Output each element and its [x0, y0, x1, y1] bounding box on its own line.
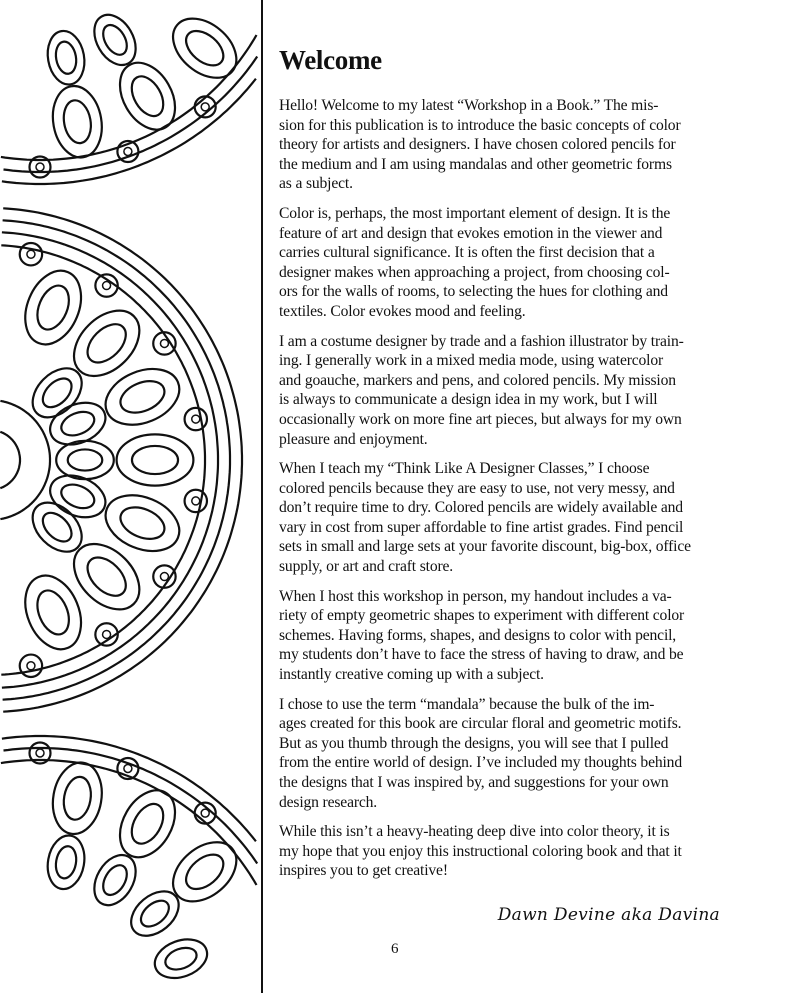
mandala-petal	[44, 28, 89, 87]
paragraph	[279, 695, 729, 813]
text-line: Hello! Welcome to my latest “Workshop in a Book.” The mis-	[279, 97, 659, 114]
text-line: as a subject.	[279, 175, 353, 193]
text-line: occasionally work on more fine art pieces, but always for my own	[279, 410, 682, 428]
paragraph	[279, 332, 729, 450]
mandala-petal	[23, 359, 91, 427]
text-line: the designs that I was inspired by, and suggestions for your own	[279, 774, 669, 791]
text-line: sets in small and large sets at your favorite discount, big-box, office	[279, 538, 691, 556]
vertical-divider	[261, 0, 263, 993]
mandala-petal	[117, 434, 194, 485]
text-line: carries cultural significance. It is often the first decision that a	[279, 244, 655, 262]
text-line: ors for the walls of rooms, to selecting the hues for clothing and	[279, 283, 668, 301]
text-line: and goauche, markers and pens, and colored pencils. My mission	[279, 371, 676, 389]
mandala-petal-inner	[31, 586, 75, 639]
mandala-dot	[201, 809, 209, 817]
text-line: riety of empty geometric shapes to experiment with different color	[279, 607, 685, 625]
mandala-dot-ring	[185, 490, 207, 512]
mandala-ring	[2, 736, 256, 841]
mandala-dot	[103, 282, 111, 290]
mandala-petal-inner	[116, 375, 169, 419]
paragraph	[279, 822, 729, 881]
text-line: But as you thumb through the designs, you will see that I pulled	[279, 734, 669, 752]
text-line: designer makes when approaching a project, from choosing col-	[279, 263, 670, 281]
mandala-dot	[27, 250, 35, 258]
mandala-petal	[61, 298, 152, 389]
mandala-dot	[160, 573, 168, 581]
signature: Dawn Devine aka Davina	[497, 905, 720, 925]
text-line: Color is, perhaps, the most important element of design. It is the	[279, 204, 671, 222]
mandala-petal-inner	[53, 40, 78, 75]
mandala-petal	[149, 933, 212, 985]
mandala-ring	[0, 432, 20, 488]
mandala-petal	[47, 82, 107, 161]
mandala-dot	[201, 103, 209, 111]
text-line: pleasure and enjoyment.	[279, 430, 428, 448]
mandala-petal	[56, 441, 114, 479]
mandala-dot	[192, 415, 200, 423]
mandala-petal	[97, 485, 188, 562]
mandala-dot	[124, 148, 132, 156]
mandala-illustration	[0, 0, 263, 993]
article	[279, 42, 729, 891]
text-line: design research.	[279, 793, 378, 811]
text-line: is always to communicate a design idea in my work, but I will	[279, 391, 658, 409]
mandala-petal	[15, 567, 92, 658]
mandala-petal-inner	[162, 944, 199, 974]
paragraph	[279, 204, 729, 322]
mandala-petal-inner	[125, 798, 169, 849]
mandala-petal	[162, 830, 248, 913]
mandala-dot-ring	[185, 408, 207, 430]
mandala-ring	[0, 401, 50, 519]
text-line: schemes. Having forms, shapes, and designs to color with pencil,	[279, 626, 677, 644]
text-line: When I host this workshop in person, my handout includes a va-	[279, 587, 672, 605]
mandala-dot	[192, 497, 200, 505]
text-line: my students don’t have to face the stress of having to draw, and be	[279, 646, 684, 664]
mandala-petal-inner	[125, 71, 169, 122]
mandala-dot	[36, 163, 44, 171]
mandala-petal	[47, 759, 107, 838]
paragraph	[279, 96, 729, 194]
mandala-petal-inner	[68, 449, 103, 470]
mandala-petal-inner	[132, 446, 178, 474]
text-line: the medium and I am using mandalas and other geometric forms	[279, 155, 672, 173]
mandala-petal-inner	[53, 845, 78, 880]
mandala-dot	[27, 662, 35, 670]
mandala-petal	[23, 493, 91, 561]
text-line: When I teach my “Think Like A Designer Classes,” I choose	[279, 460, 650, 478]
text-line: While this isn’t a heavy-heating deep dive into color theory, it is	[279, 823, 670, 841]
mandala-petal	[61, 531, 152, 622]
mandala-petal-inner	[116, 501, 169, 545]
text-line: feature of art and design that evokes emotion in the viewer and	[279, 224, 663, 242]
paragraph	[279, 459, 729, 577]
mandala-petal	[44, 833, 89, 892]
mandala-dot	[160, 339, 168, 347]
text-line: instantly creative coming up with a subject.	[279, 666, 544, 684]
text-line: sion for this publication is to introduce the basic concepts of color	[279, 116, 681, 134]
text-line: textiles. Color evokes mood and feeling.	[279, 302, 526, 320]
text-line: theory for artists and designers. I have chosen colored pencils for	[279, 136, 676, 154]
page-number: 6	[391, 941, 399, 957]
text-line: I am a costume designer by trade and a fashion illustrator by train-	[279, 332, 684, 350]
paragraph	[279, 587, 729, 685]
mandala-ring	[2, 79, 256, 184]
mandala-dot-ring	[20, 655, 42, 677]
text-line: ing. I generally work in a mixed media mode, using watercolor	[279, 352, 664, 370]
mandala-petal	[162, 7, 248, 90]
mandala-petal-inner	[61, 98, 95, 145]
mandala-dot-ring	[20, 243, 42, 265]
mandala-dot	[124, 764, 132, 772]
mandala-petal-inner	[31, 281, 75, 334]
mandala-dot	[103, 630, 111, 638]
text-line: inspires you to get creative!	[279, 862, 448, 880]
text-line: my hope that you enjoy this instructional coloring book and that it	[279, 842, 682, 860]
text-line: supply, or art and craft store.	[279, 558, 454, 576]
text-line: ages created for this book are circular floral and geometric motifs.	[279, 715, 682, 733]
mandala-petal	[123, 882, 188, 944]
text-line: colored pencils because they are easy to use, not very messy, and	[279, 479, 675, 497]
mandala-petal-inner	[61, 775, 95, 822]
mandala-dot	[36, 749, 44, 757]
text-line: I chose to use the term “mandala” because the bulk of the im-	[279, 695, 655, 713]
page-title: Welcome	[279, 45, 382, 75]
text-line: from the entire world of design. I’ve included my thoughts behind	[279, 754, 682, 772]
mandala-petal	[97, 359, 188, 436]
mandala-petal	[15, 262, 92, 353]
text-line: don’t require time to dry. Colored pencils are widely available and	[279, 499, 683, 517]
text-line: vary in cost from super affordable to fine artist grades. Find pencil	[279, 518, 684, 536]
